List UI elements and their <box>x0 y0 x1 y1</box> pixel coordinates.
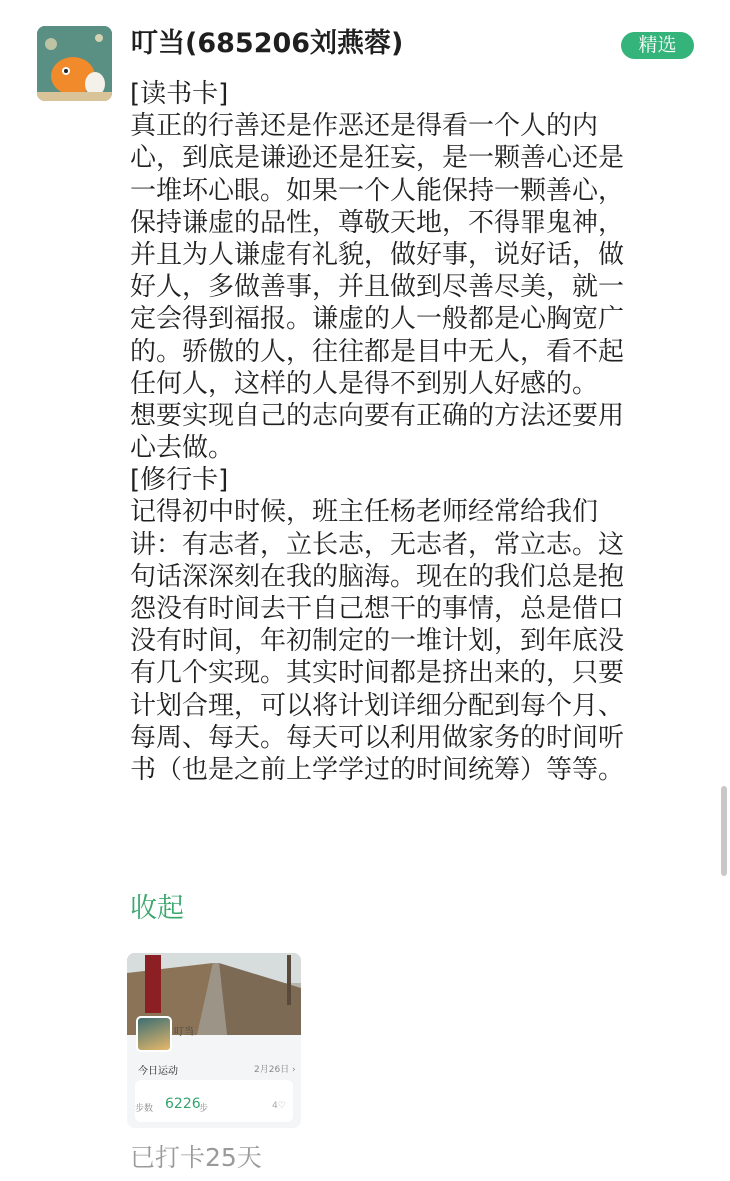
post-text-line: 讲：有志者，立长志，无志者，常立志。这 <box>130 529 625 560</box>
checkin-days: 已打卡25天 <box>130 1143 262 1172</box>
post-text-line: 心，到底是谦逊还是狂妄，是一颗善心还是 <box>130 143 625 174</box>
post-text-line: 心去做。 <box>130 433 235 464</box>
post-text-line: 好人，多做善事，并且做到尽善尽美，就一 <box>130 272 625 303</box>
post-text-line: 想要实现自己的志向要有正确的方法还要用 <box>130 400 625 431</box>
card-title: 今日运动 <box>138 1066 178 1077</box>
like-count[interactable]: 4♡ <box>272 1101 286 1111</box>
post-text-line: 怨没有时间去干自己想干的事情，总是借口 <box>130 594 625 624</box>
post-body <box>130 78 690 786</box>
steps-value: 6226 <box>165 1096 201 1112</box>
post-text-line: 有几个实现。其实时间都是挤出来的，只要 <box>130 658 625 689</box>
post-text-line: 没有时间，年初制定的一堆计划，到年底没 <box>130 626 625 657</box>
avatar-image <box>37 26 112 101</box>
post-text-line: 书（也是之前上学学过的时间统筹）等等。 <box>130 754 625 785</box>
steps-panel <box>135 1080 293 1122</box>
featured-badge: 精选 <box>621 32 694 59</box>
post-text-line: [读书卡] <box>130 79 229 109</box>
collapse-link[interactable]: 收起 <box>130 893 184 924</box>
activity-card[interactable] <box>127 953 301 1128</box>
post-text-line: 计划合理，可以将计划详细分配到每个月、 <box>130 690 625 721</box>
card-user-name: 叮当 <box>174 1027 194 1038</box>
post-text-line: [修行卡] <box>130 465 229 496</box>
card-avatar <box>136 1016 172 1052</box>
post-avatar[interactable] <box>37 26 112 101</box>
post-text-line: 保持谦虚的品性，尊敬天地，不得罪鬼神， <box>130 207 625 238</box>
post-text-line: 句话深深刻在我的脑海。现在的我们总是抱 <box>130 561 625 592</box>
post-text-line: 一堆坏心眼。如果一个人能保持一颗善心， <box>130 175 625 206</box>
card-date[interactable]: 2月26日 › <box>254 1065 296 1075</box>
scrollbar[interactable] <box>721 786 727 876</box>
post-text-line: 的。骄傲的人，往往都是目中无人，看不起 <box>130 336 625 367</box>
author-name[interactable]: 叮当(685206刘燕蓉) <box>131 28 404 59</box>
steps-label: 步数 <box>135 1104 154 1114</box>
steps-unit: 步 <box>199 1104 209 1114</box>
post-text-line: 任何人，这样的人是得不到别人好感的。 <box>130 368 599 399</box>
post-text-line: 并且为人谦虚有礼貌，做好事，说好话，做 <box>130 239 625 270</box>
post-text-line: 真正的行善还是作恶还是得看一个人的内 <box>130 111 599 142</box>
post-text-line: 记得初中时候，班主任杨老师经常给我们 <box>130 497 599 528</box>
post-text-line: 每周、每天。每天可以利用做家务的时间听 <box>130 722 625 753</box>
post-text-line: 定会得到福报。谦虚的人一般都是心胸宽广 <box>130 304 625 335</box>
